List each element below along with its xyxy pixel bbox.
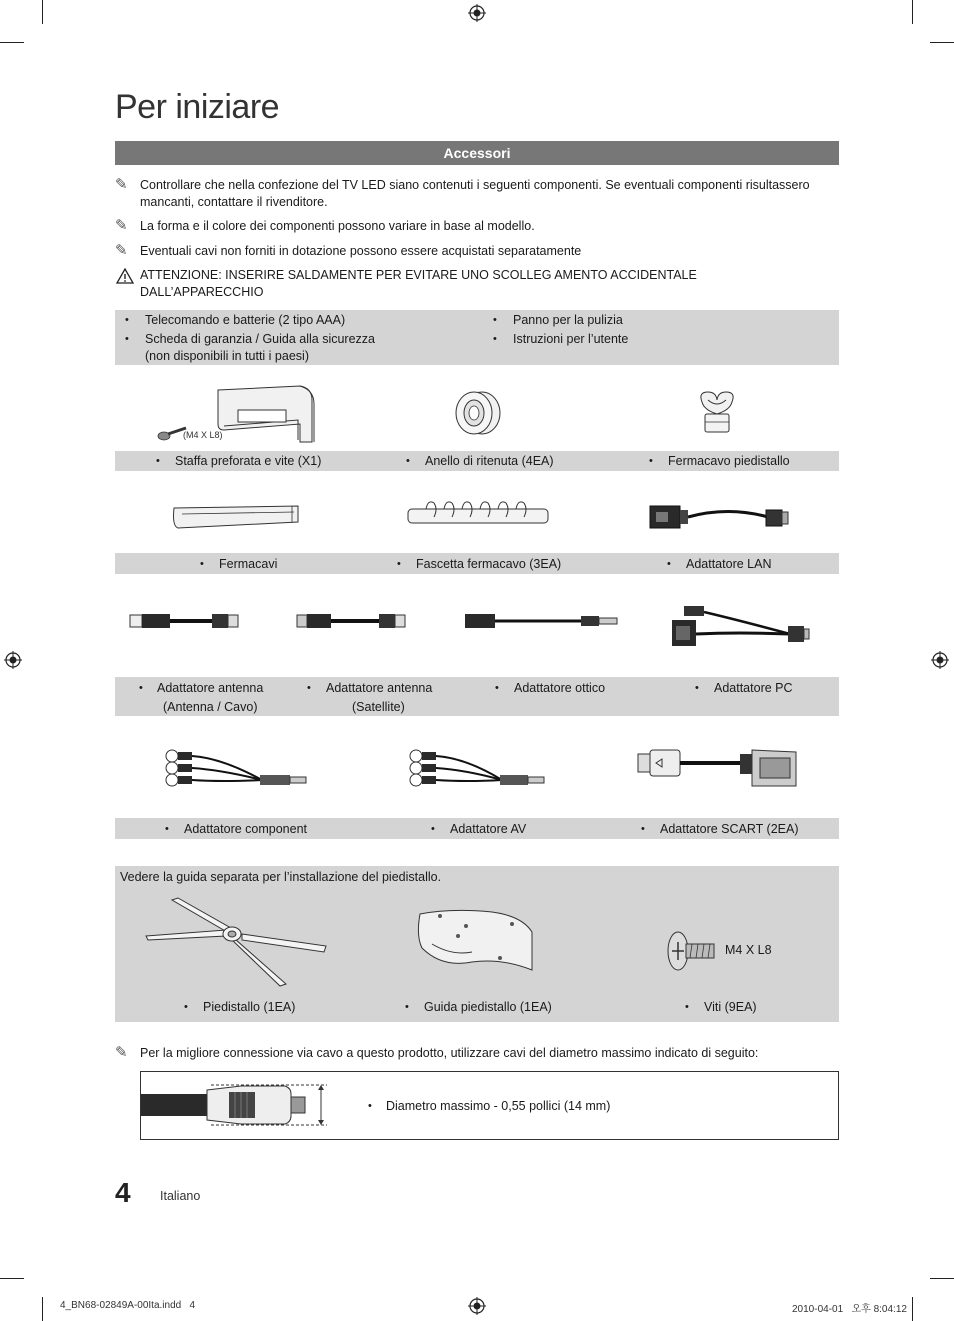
stand-cable-holder-image [692,388,742,436]
list-item-continuation: (non disponibili in tutti i paesi) [145,349,309,363]
crop-mark [912,1297,913,1321]
bullet: • [406,455,410,467]
crop-mark [42,0,43,24]
caption: Adattatore PC [714,681,793,695]
note-text: Eventuali cavi non forniti in dotazione possono essere acquistati separatamente [140,244,582,258]
caption: Adattatore ottico [514,681,606,695]
crop-mark [912,0,913,24]
registration-mark-icon [931,651,949,669]
bullet: • [368,1100,372,1112]
bullet: • [667,558,671,570]
warning-note [115,267,815,301]
caption-line2: (Satellite) [352,700,405,714]
twist-tie-image [404,497,550,533]
page-number: 4 [115,1177,131,1208]
bullet: • [200,558,204,570]
list-item: • Istruzioni per l’utente [513,330,628,348]
note-text: La forma e il colore dei componenti possono variare in base al modello. [140,219,535,233]
note-text: Per la migliore connessione via cavo a questo prodotto, utilizzare cavi del diametro massimo indicato di seguito: [140,1046,759,1060]
bullet: • [431,823,435,835]
registration-mark-icon [468,1297,486,1315]
footer-timestamp: 2010-04-01 오후 8:04:12 [792,1304,907,1315]
caption: Adattatore AV [450,822,527,836]
optical-adapter-image [463,608,619,634]
cable-spec-text: Diametro massimo - 0,55 pollici (14 mm) [386,1099,611,1113]
bullet: • [165,823,169,835]
caption: Staffa preforata e vite (X1) [175,454,322,468]
caption: Guida piedistallo (1EA) [424,1000,552,1014]
caption: Fascetta fermacavo (3EA) [416,557,562,571]
satellite-adapter-image [295,608,407,634]
list-item: • Panno per la pulizia [513,311,623,329]
bullet: • [307,682,311,694]
lan-adapter-image [648,500,790,536]
pc-adapter-image [668,604,810,650]
crop-mark [930,42,954,43]
stand-image [142,896,330,988]
stand-guide-image [412,906,536,974]
caption-line2: (Antenna / Cavo) [163,700,258,714]
bullet: • [397,558,401,570]
registration-mark-icon [4,651,22,669]
caption: Adattatore LAN [686,557,772,571]
caption: Fermacavi [219,557,278,571]
note [115,218,815,235]
bullet: • [641,823,645,835]
warning-text: ATTENZIONE: INSERIRE SALDAMENTE PER EVITARE UNO SCOLLEG AMENTO ACCIDENTALE DALL’APPARECCHIO [140,268,697,299]
holder-ring-image [452,390,502,436]
pencil-note-icon: ✎ [115,242,128,259]
component-adapter-image [162,746,310,794]
screw-spec-label: M4 X L8 [725,943,772,957]
page-language: Italiano [160,1189,201,1203]
list-item: • Telecomando e batterie (2 tipo AAA) [145,311,345,329]
note-text: Controllare che nella confezione del TV LED siano contenuti i seguenti componenti. Se eventuali componenti risultassero mancanti, contattare il rivenditore. [140,178,810,209]
pencil-note-icon: ✎ [115,217,128,234]
caption: Adattatore antenna [157,681,264,695]
warning-triangle-icon [116,268,134,284]
bullet: • [139,682,143,694]
screw-image [666,930,718,972]
bullet: • [649,455,653,467]
bullet: • [156,455,160,467]
note [115,177,815,211]
stand-intro-text: Vedere la guida separata per l’installazione del piedistallo. [120,870,442,884]
page-title: Per iniziare [115,88,280,126]
antenna-cable-adapter-image [128,608,240,634]
caption: Viti (9EA) [704,1000,757,1014]
crop-mark [42,1297,43,1321]
caption: Adattatore antenna [326,681,433,695]
list-item: • Scheda di garanzia / Guida alla sicurezza [145,330,375,348]
note [115,1045,815,1062]
caption: Fermacavo piedistallo [668,454,790,468]
crop-mark [930,1278,954,1279]
scart-adapter-image [636,746,800,792]
caption: Adattatore SCART (2EA) [660,822,799,836]
registration-mark-icon [468,4,486,22]
crop-mark [0,42,24,43]
pencil-note-icon: ✎ [115,176,128,193]
cable-clamp-image [170,500,302,532]
screw-size-label: (M4 X L8) [183,430,223,440]
bullet: • [685,1001,689,1013]
bullet: • [495,682,499,694]
bullet: • [184,1001,188,1013]
footer-filename: 4_BN68-02849A-00Ita.indd 4 [60,1300,196,1311]
bullet: • [405,1001,409,1013]
pencil-note-icon: ✎ [115,1044,128,1061]
caption: Piedistallo (1EA) [203,1000,296,1014]
section-header: Accessori [115,141,839,165]
bullet: • [695,682,699,694]
cable-diameter-image [141,1080,331,1130]
caption: Anello di ritenuta (4EA) [425,454,554,468]
note [115,243,815,260]
caption: Adattatore component [184,822,307,836]
crop-mark [0,1278,24,1279]
wall-bracket-image [150,380,320,446]
av-adapter-image [406,746,548,794]
